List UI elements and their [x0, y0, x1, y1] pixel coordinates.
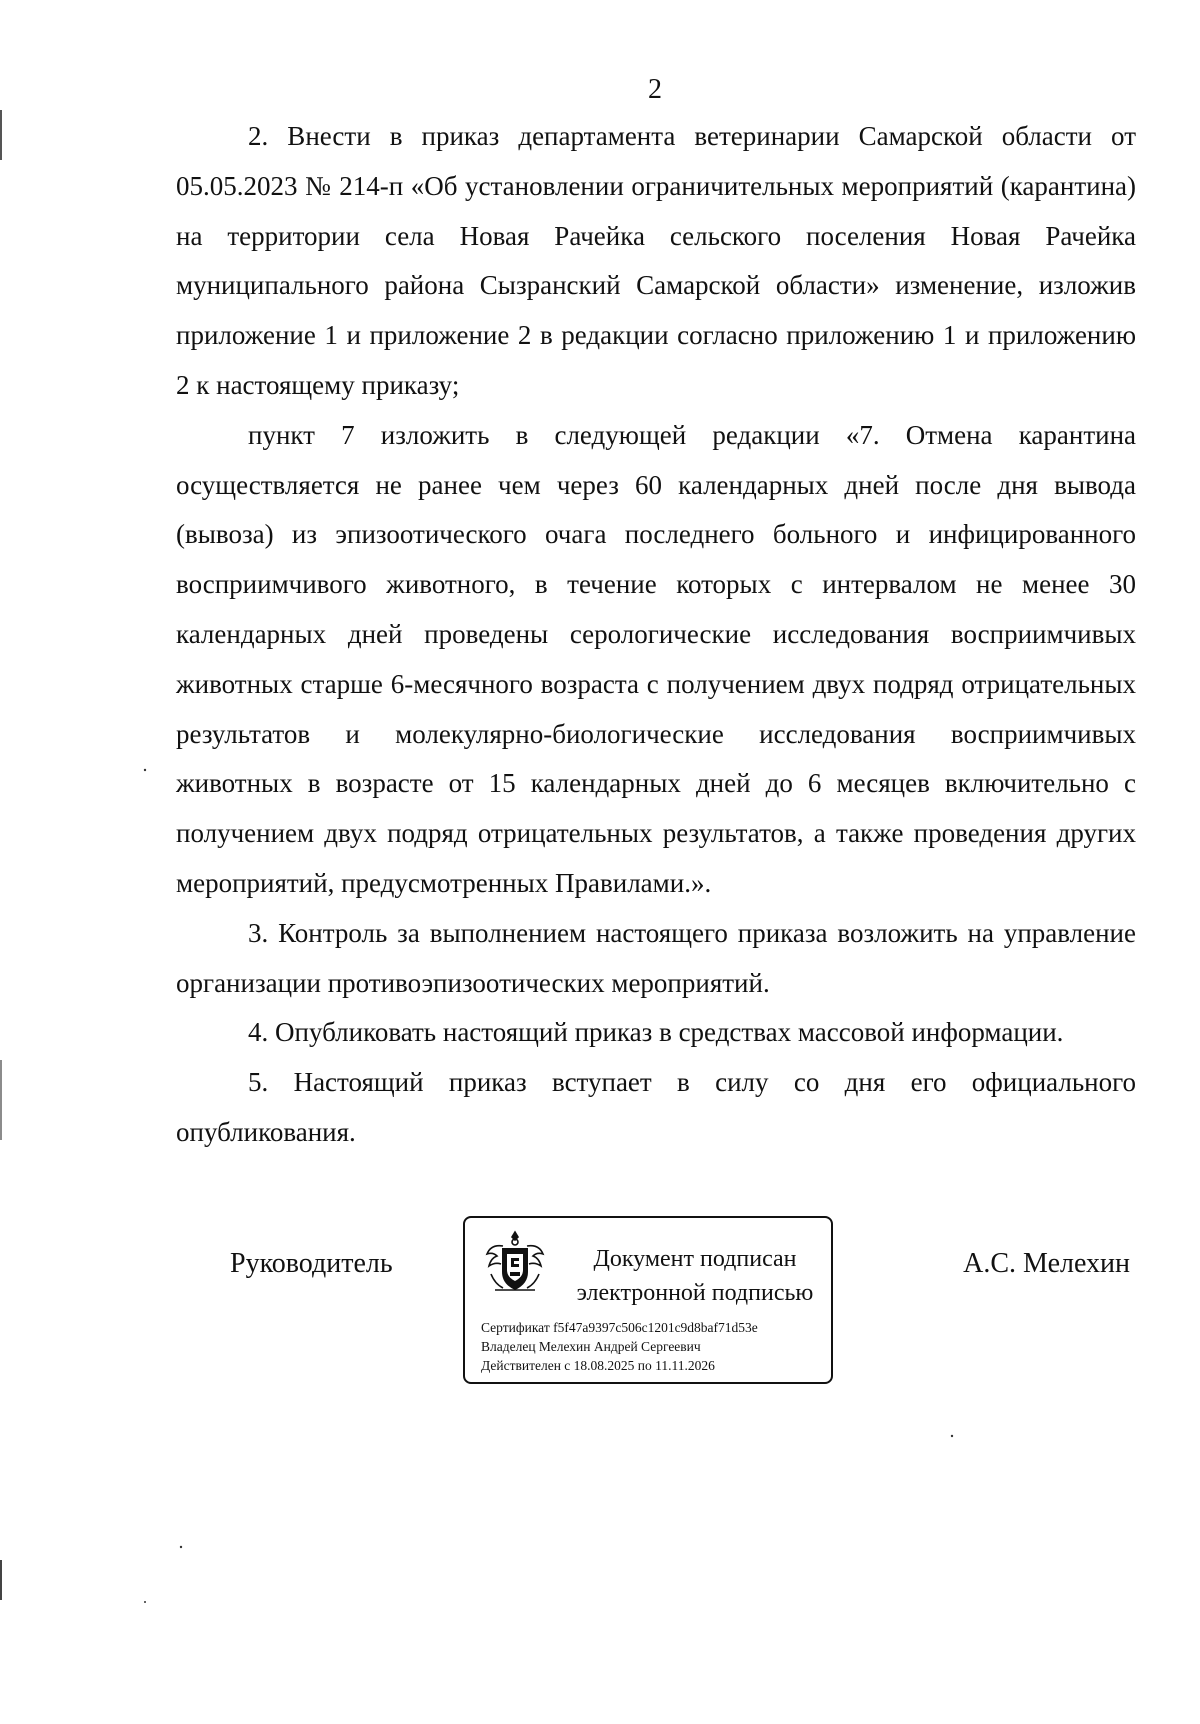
page-number: 2 [648, 74, 662, 105]
stamp-title-line-1: Документ подписан [593, 1246, 797, 1272]
document-body [176, 112, 1136, 1158]
stamp-validity: Действителен с 18.08.2025 по 11.11.2026 [481, 1358, 715, 1373]
stamp-title-line-2: электронной подписью [576, 1280, 814, 1306]
stamp-details [481, 1318, 826, 1375]
paragraph-item-2: 2. Внести в приказ департамента ветеринарии Самарской области от 05.05.2023 № 214-п «Об установлении ограничительных мероприятий (карантина) на территории села Новая Рачейка сельского поселения Новая Рачейка муниципального района Сызранский Самарской области» изменение, изложив приложение 1 и приложение 2 в редакции согласно приложению 1 и приложению 2 к настоящему приказу; [176, 121, 1136, 400]
electronic-signature-stamp [463, 1216, 833, 1384]
signatory-name: А.С. Мелехин [963, 1248, 1130, 1279]
paragraph-item-4: 4. Опубликовать настоящий приказ в средствах массовой информации. [248, 1017, 1064, 1048]
paragraph-item-3: 3. Контроль за выполнением настоящего приказа возложить на управление организации противоэпизоотических мероприятий. [176, 917, 1136, 998]
stamp-title [565, 1242, 825, 1310]
coat-of-arms-icon [485, 1230, 545, 1296]
stamp-owner: Владелец Мелехин Андрей Сергеевич [481, 1339, 701, 1354]
signatory-position: Руководитель [230, 1248, 393, 1279]
paragraph-item-5: 5. Настоящий приказ вступает в силу со дня его официального опубликования. [176, 1067, 1136, 1147]
stamp-certificate: Сертификат f5f47a9397c506c1201c9d8baf71d53e [481, 1320, 758, 1335]
paragraph-point-7: пункт 7 изложить в следующей редакции «7. Отмена карантина осуществляется не ранее чем через 60 календарных дней после дня вывода (вывоза) из эпизоотического очага последнего больного и инфицированного восприимчивого животного, в течение которых с интервалом не менее 30 календарных дней проведены серологические исследования восприимчивых животных старше 6-месячного возраста с получением двух подряд отрицательных результатов и молекулярно-биологические исследования восприимчивых животных в возрасте от 15 календарных дней до 6 месяцев включительно с получением двух подряд отрицательных результатов, а также проведения других мероприятий, предусмотренных Правилами.». [176, 419, 1136, 898]
